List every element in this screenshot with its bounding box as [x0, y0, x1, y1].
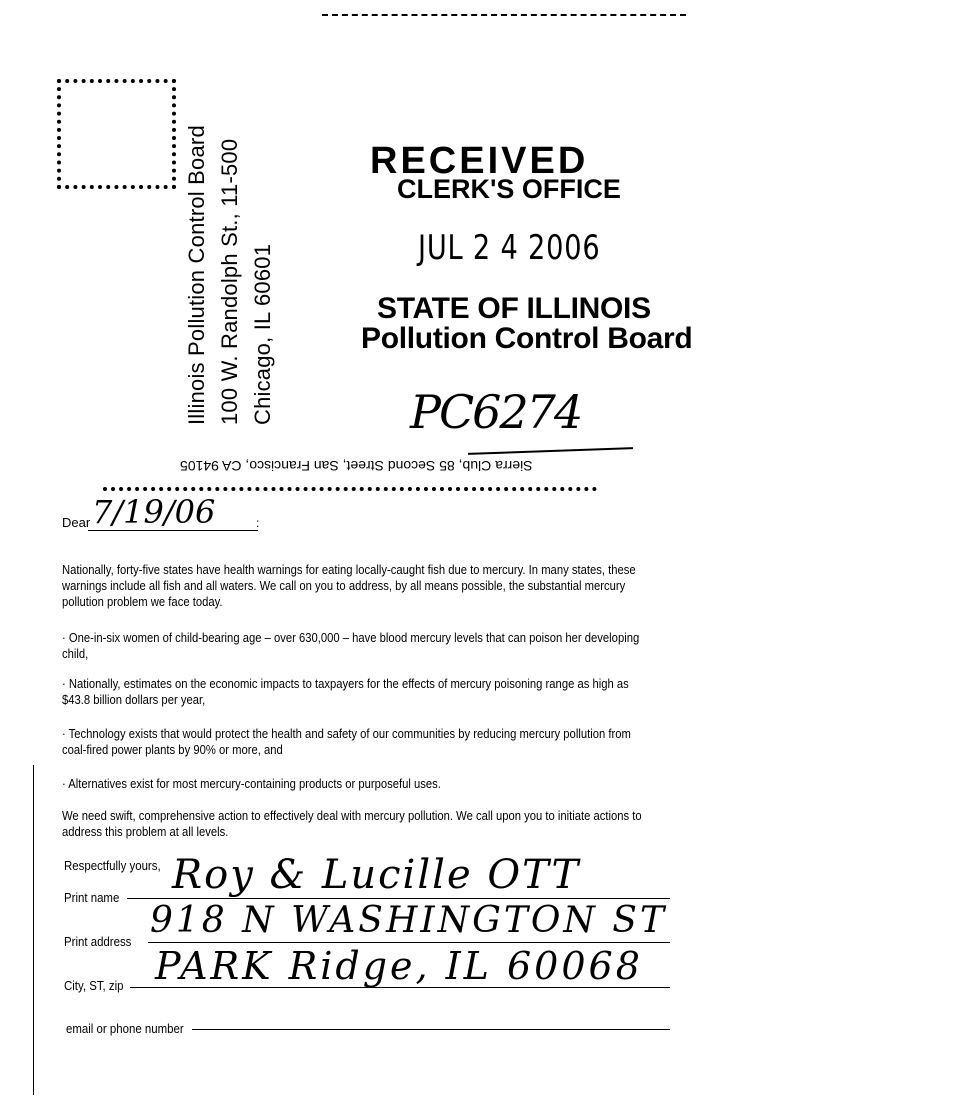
case-number-handwritten: PC6274 [410, 385, 582, 439]
address-line-3: Chicago, IL 60601 [250, 243, 275, 425]
salutation-colon: : [256, 516, 260, 530]
board-label: Pollution Control Board [361, 322, 693, 355]
return-address: Sierra Club, 85 Second Street, San Francisco, CA 94105 [180, 458, 533, 474]
clerks-office-label: CLERK'S OFFICE [397, 174, 621, 204]
print-name-label: Print name [64, 890, 120, 905]
letter-bullet-1: · One-in-six women of child-bearing age – over 630,000 – have blood mercury levels that can poison her developing child, [62, 631, 640, 661]
top-dashed-line [322, 14, 686, 16]
salutation-date-handwritten: 7/19/06 [92, 493, 216, 531]
print-address-line [148, 942, 670, 943]
signoff-text: Respectfully yours, [64, 858, 161, 873]
received-stamp-title: RECEIVED [370, 140, 589, 182]
address-line-2: 100 W. Randolph St., 11-500 [217, 138, 242, 425]
scan-edge-line [33, 765, 34, 1095]
print-address-label: Print address [64, 934, 132, 949]
address-line-1: Illinois Pollution Control Board [184, 125, 209, 425]
state-label: STATE OF ILLINOIS [377, 292, 651, 325]
case-number-underline [468, 447, 633, 455]
letter-bullet-2: · Nationally, estimates on the economic impacts to taxpayers for the effects of mercury poisoning range as high as $43.8 billion dollars per year, [62, 677, 629, 707]
mailing-address [180, 85, 370, 425]
email-phone-label: email or phone number [66, 1021, 184, 1036]
email-phone-line [192, 1029, 670, 1030]
received-date: JUL 2 4 2006 [418, 228, 601, 268]
print-name-value: Roy & Lucille OTT [172, 852, 581, 898]
city-state-zip-label: City, ST, zip [64, 978, 124, 993]
print-name-line [127, 898, 670, 899]
letter-closing: We need swift, comprehensive action to effectively deal with mercury pollution. We call upon you to initiate actions to address this problem at all levels. [62, 809, 642, 839]
salutation-line [88, 530, 258, 531]
city-state-zip-value: PARK Ridge, IL 60068 [155, 944, 643, 988]
salutation-label: Dear [62, 515, 91, 530]
letter-bullet-4: · Alternatives exist for most mercury-containing products or purposeful uses. [62, 777, 441, 791]
postage-stamp-box [57, 79, 176, 189]
letter-bullet-3: · Technology exists that would protect the health and safety of our communities by reducing mercury pollution from coal-fired power plants by 90% or more, and [62, 727, 631, 757]
dotted-separator [103, 487, 597, 491]
letter-intro: Nationally, forty-five states have health warnings for eating locally-caught fish due to mercury. In many states, these warnings include all fish and all waters. We call on you to address, by all means possible, the substantial mercury pollution problem we face today. [62, 563, 636, 609]
print-address-value: 918 N WASHINGTON ST [150, 900, 667, 941]
